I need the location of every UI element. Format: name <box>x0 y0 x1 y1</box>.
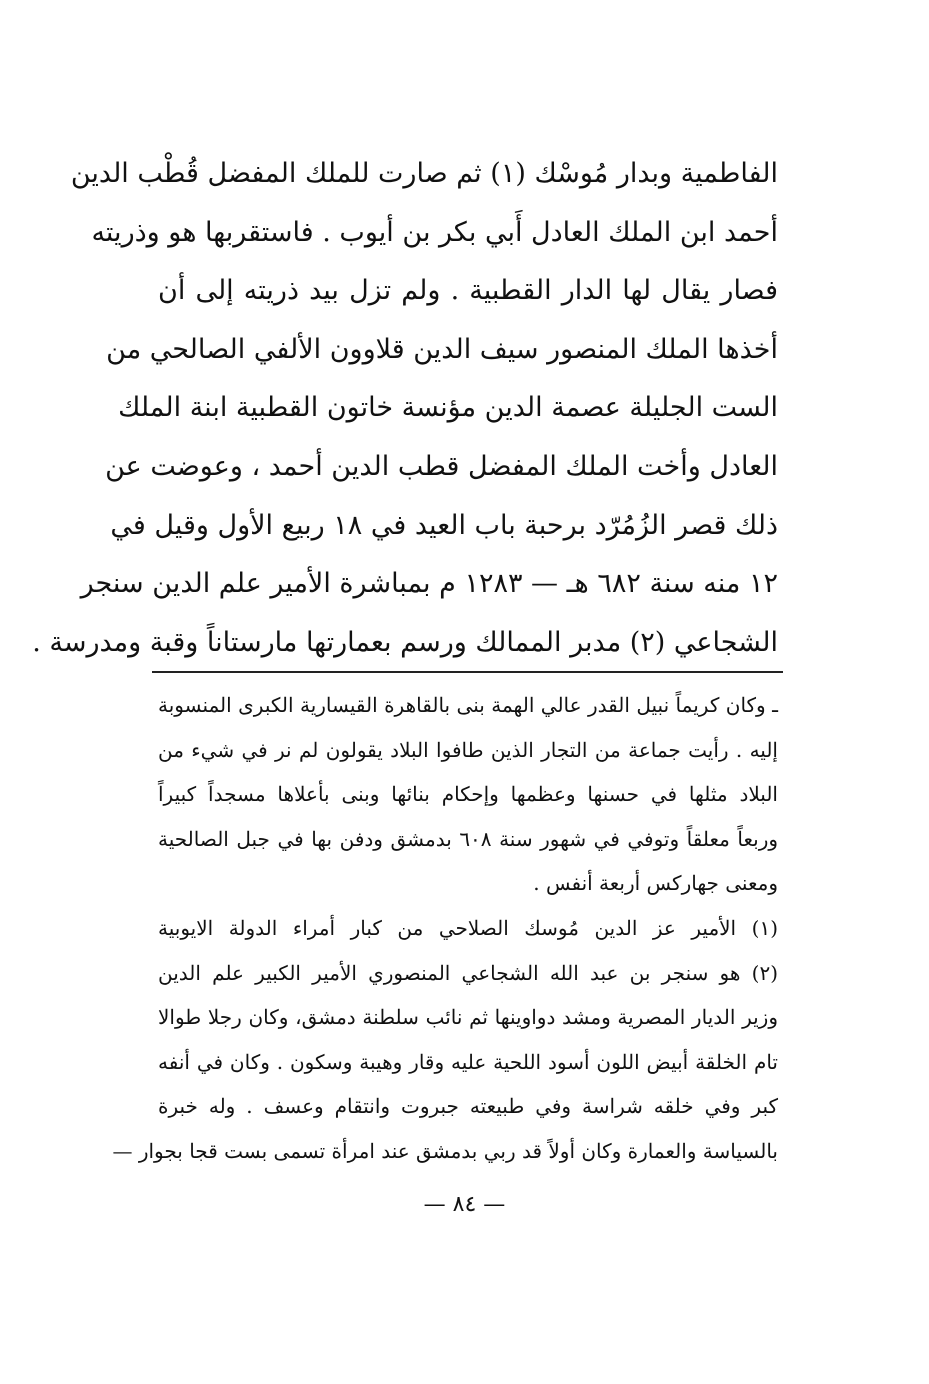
footnote-line: تام الخلقة أبيض اللون أسود اللحية عليه وقار وهيبة وسكون . وكان في أنفه <box>158 1049 778 1074</box>
main-text-line: الشجاعي (٢) مدبر الممالك ورسم بعمارتها مارستاناً وقبة ومدرسة . <box>32 626 778 658</box>
footnote-line: إليه . رأيت جماعة من التجار الذين طافوا البلاد يقولون لم نر في شيء من <box>158 737 778 762</box>
footnote-separator <box>152 671 783 673</box>
main-text-line: الست الجليلة عصمة الدين مؤنسة خاتون القطبية ابنة الملك <box>118 392 778 424</box>
footnote-1: (١) الأمير عز الدين مُوسك الصلاحي من كبار أمراء الدولة الايوبية <box>158 915 778 940</box>
footnote-line: البلاد مثلها في حسنها وعظمها وإحكام بنائها وبنى بأعلاها مسجداً كبيراً <box>158 782 778 807</box>
main-text-line: ١٢ منه سنة ٦٨٢ هـ — ١٢٨٣ م بمباشرة الأمير علم الدين سنجر <box>80 568 778 600</box>
footnote-line: كبر وفي خلقه شراسة وفي طبيعته جبروت وانتقام وعسف . وله خبرة <box>158 1094 778 1119</box>
main-text-line: فصار يقال لها الدار القطبية . ولم تزل بيد ذريته إلى أن <box>158 275 778 307</box>
footnote-2: (٢) هو سنجر بن عبد الله الشجاعي المنصوري الأمير الكبير علم الدين <box>158 960 778 985</box>
main-body-text <box>32 145 778 672</box>
footnotes <box>112 683 779 1174</box>
footnote-line: ـ وكان كريماً نبيل القدر عالي الهمة بنى بالقاهرة القيسارية الكبرى المنسوبة <box>158 693 778 717</box>
footnote-line: ومعنى جهاركس أربعة أنفس . <box>533 871 778 896</box>
main-text-line: أخذها الملك المنصور سيف الدين قلاوون الألفي الصالحي من <box>106 333 778 365</box>
main-text-line: أحمد ابن الملك العادل أَبي بكر بن أيوب . فاستقربها هو وذريته <box>91 216 778 248</box>
main-text-line: العادل وأخت الملك المفضل قطب الدين أحمد ، وعوضت عن <box>105 450 778 482</box>
footnote-line: وربعاً معلقاً وتوفي في شهور سنة ٦٠٨ بدمشق ودفن بها في جبل الصالحية <box>158 826 779 851</box>
main-text-line: الفاطمية وبدار مُوسْك (١) ثم صارت للملك المفضل قُطْب الدين <box>70 158 778 189</box>
footnote-line: وزير الديار المصرية ومشد دواوينها ثم نائب سلطنة دمشق، وكان رجلا طوالا <box>158 1005 778 1030</box>
footnote-line: بالسياسة والعمارة وكان أولاً قد ربي بدمشق عند امرأة تسمى بست قجا بجوار — <box>112 1138 778 1163</box>
main-text-line: ذلك قصر الزُمُرّد برحبة باب العيد في ١٨ ربيع الأول وقيل في <box>110 509 778 541</box>
page-number: — ٨٤ — <box>423 1192 506 1217</box>
